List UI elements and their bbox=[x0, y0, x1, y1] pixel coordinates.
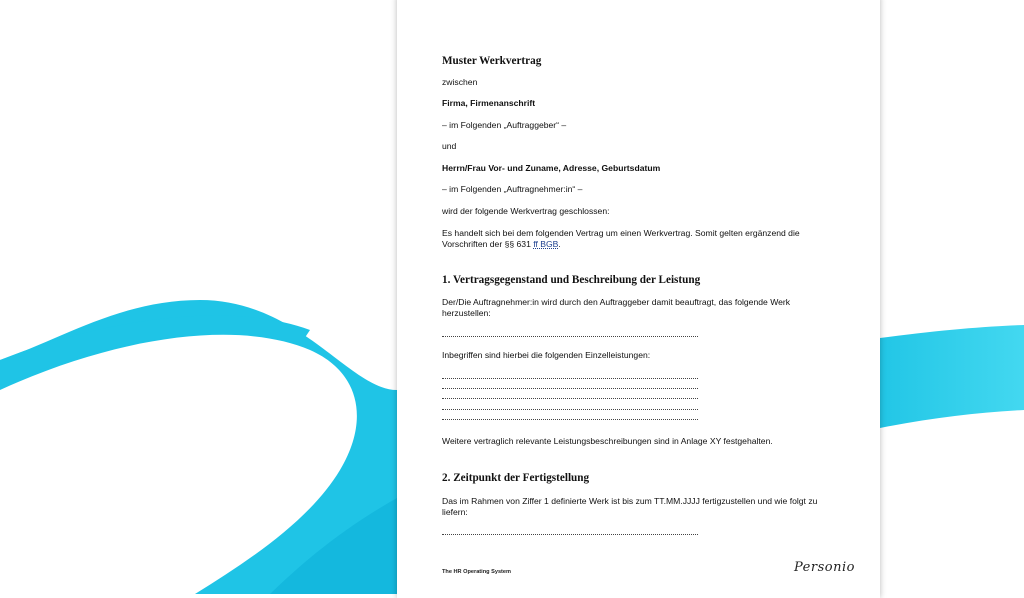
fill-line bbox=[442, 388, 698, 389]
footer-tagline: The HR Operating System bbox=[442, 569, 512, 575]
fill-line bbox=[442, 336, 698, 337]
intro-line2 bbox=[442, 239, 561, 250]
section2-heading: 2. Zeitpunkt der Fertigstellung bbox=[442, 472, 590, 484]
fill-line bbox=[442, 534, 698, 535]
fill-line bbox=[442, 419, 698, 420]
fill-line bbox=[442, 398, 698, 399]
party2-text: Herrn/Frau Vor- und Zuname, Adresse, Geburtsdatum bbox=[442, 163, 661, 173]
intro-line1: Es handelt sich bei dem folgenden Vertrag um einen Werkvertrag. Somit gelten ergänzend die bbox=[442, 228, 800, 238]
concluded-text: wird der folgende Werkvertrag geschlossen: bbox=[442, 206, 610, 216]
section1-p1-line2: herzustellen: bbox=[442, 308, 491, 318]
party1-text: Firma, Firmenanschrift bbox=[442, 98, 536, 108]
section2-p1-line2: liefern: bbox=[442, 507, 468, 517]
bgb-link[interactable]: ff BGB bbox=[533, 239, 559, 249]
section1-p2: Inbegriffen sind hierbei die folgenden Einzelleistungen: bbox=[442, 350, 651, 360]
document-title: Muster Werkvertrag bbox=[442, 55, 542, 67]
between-text: zwischen bbox=[442, 77, 478, 87]
section1-p3: Weitere vertraglich relevante Leistungsbeschreibungen sind in Anlage XY festgehalten. bbox=[442, 436, 773, 446]
section1-p1-line1: Der/Die Auftragnehmer:in wird durch den Auftraggeber damit beauftragt, das folgende Werk bbox=[442, 297, 791, 307]
section2-p1-line1: Das im Rahmen von Ziffer 1 definierte Werk ist bis zum TT.MM.JJJJ fertigzustellen und wie folgt zu bbox=[442, 496, 818, 506]
intro-line2-prefix: Vorschriften der §§ 631 bbox=[442, 239, 534, 249]
and-text: und bbox=[442, 141, 457, 151]
personio-logo: Personio bbox=[794, 560, 855, 575]
party2-role-text: – im Folgenden „Auftragnehmer:in“ – bbox=[442, 184, 583, 194]
section1-heading: 1. Vertragsgegenstand und Beschreibung der Leistung bbox=[442, 274, 701, 286]
party1-role-text: – im Folgenden „Auftraggeber“ – bbox=[442, 120, 567, 130]
fill-line bbox=[442, 409, 698, 410]
fill-line bbox=[442, 378, 698, 379]
intro-line2-suffix: . bbox=[558, 239, 561, 249]
document-page bbox=[397, 0, 880, 598]
